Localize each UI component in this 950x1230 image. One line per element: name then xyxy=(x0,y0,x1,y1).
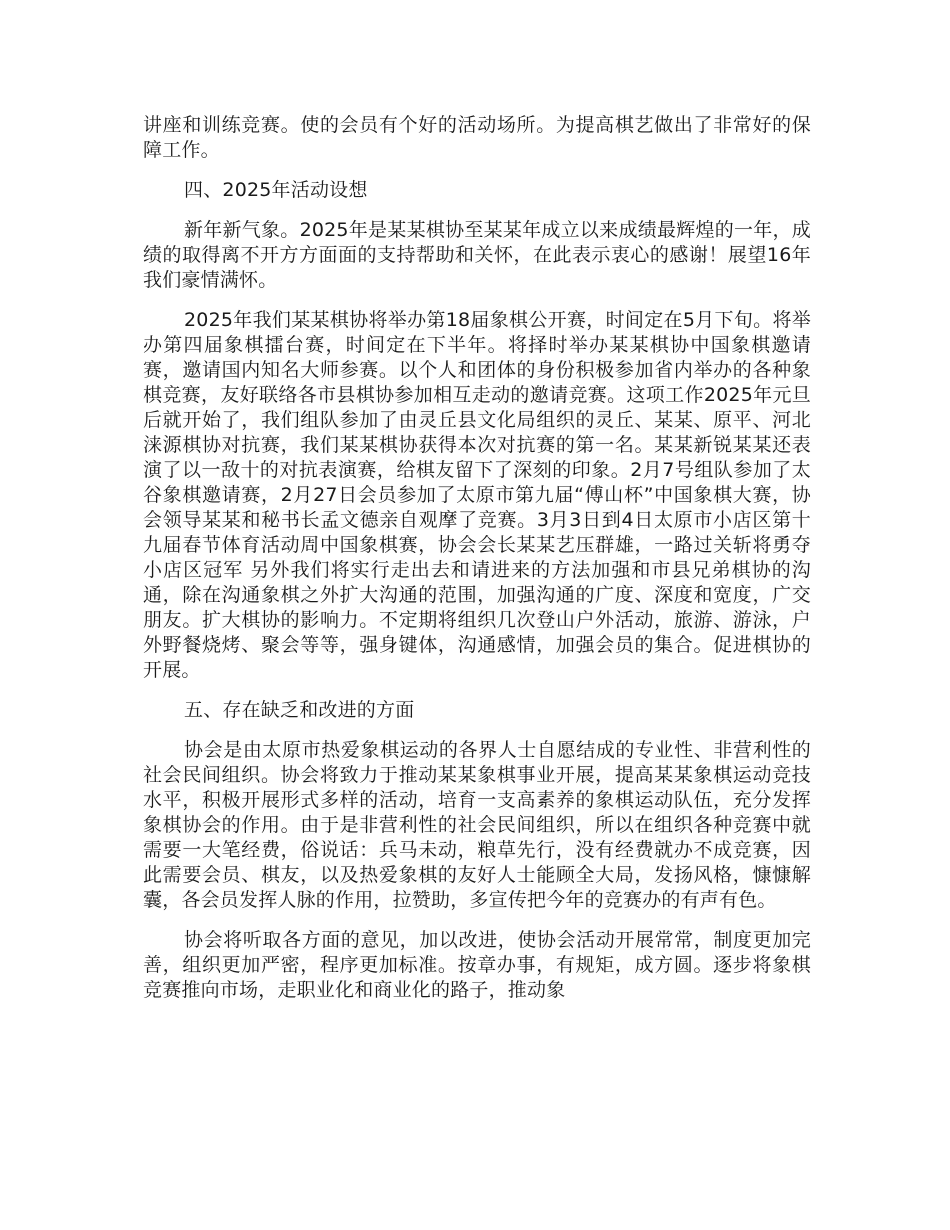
document-body xyxy=(143,113,811,1018)
paragraph-association-funding: 协会是由太原市热爱象棋运动的各界人士自愿结成的专业性、非营利性的社会民间组织。协会将致力于推动某某象棋事业开展，提高某某象棋运动竞技水平，积极开展形式多样的活动，培育一支高素养的象棋运动队伍，充分发挥象棋协会的作用。由于是非营利性的社会民间组织，所以在组织各种竞赛中就需要一大笔经费，俗说话：兵马未动，粮草先行，没有经费就办不成竞赛，因此需要会员、棋友，以及热爱象棋的友好人士能顾全大局，发扬风格，慷慷解囊，各会员发挥人脉的作用，拉赞助，多宣传把今年的竞赛办的有声有色。 xyxy=(143,739,811,911)
paragraph-improvements: 协会将听取各方面的意见，加以改进，使协会活动开展常常，制度更加完善，组织更加严密，程序更加标准。按章办事，有规矩，成方圆。逐步将象棋竞赛推向市场，走职业化和商业化的路子，推动象 xyxy=(143,929,811,1001)
paragraph-events-2025: 2025年我们某某棋协将举办第18届象棋公开赛，时间定在5月下旬。将举办第四届象棋擂台赛，时间定在下半年。将择时举办某某棋协中国象棋邀请赛，邀请国内知名大师参赛。以个人和团体的身份积极参加省内举办的各种象棋竞赛，友好联络各市县棋协参加相互走动的邀请竞赛。这项工作2025年元旦后就开始了，我们组队参加了由灵丘县文化局组织的灵丘、某某、原平、河北涞源棋协对抗赛，我们某某棋协获得本次对抗赛的第一名。某某新锐某某还表演了以一敌十的对抗表演赛，给棋友留下了深刻的印象。2月7号组队参加了太谷象棋邀请赛，2月27日会员参加了太原市第九届“傅山杯”中国象棋大赛，协会领导某某和秘书长孟文德亲自观摩了竞赛。3月3日到4日太原市小店区第十九届春节体育活动周中国象棋赛，协会会长某某艺压群雄，一路过关斩将勇夺小店区冠军 另外我们将实行走出去和请进来的方法加强和市县兄弟棋协的沟通，除在沟通象棋之外扩大沟通的范围，加强沟通的广度、深度和宽度，广交朋友。扩大棋协的影响力。不定期将组织几次登山户外活动，旅游、游泳，户外野餐烧烤、聚会等等，强身键体，沟通感情，加强会员的集合。促进棋协的开展。 xyxy=(143,309,811,681)
paragraph-new-year: 新年新气象。2025年是某某棋协至某某年成立以来成绩最辉煌的一年，成绩的取得离不开方方面面的支持帮助和关怀，在此表示衷心的感谢！展望16年我们豪情满怀。 xyxy=(143,219,811,291)
section-heading-plans-2025: 四、2025年活动设想 xyxy=(184,179,368,201)
section-heading-shortcomings: 五、存在缺乏和改进的方面 xyxy=(184,699,415,721)
paragraph-continuation: 讲座和训练竞赛。使的会员有个好的活动场所。为提高棋艺做出了非常好的保障工作。 xyxy=(143,114,811,161)
